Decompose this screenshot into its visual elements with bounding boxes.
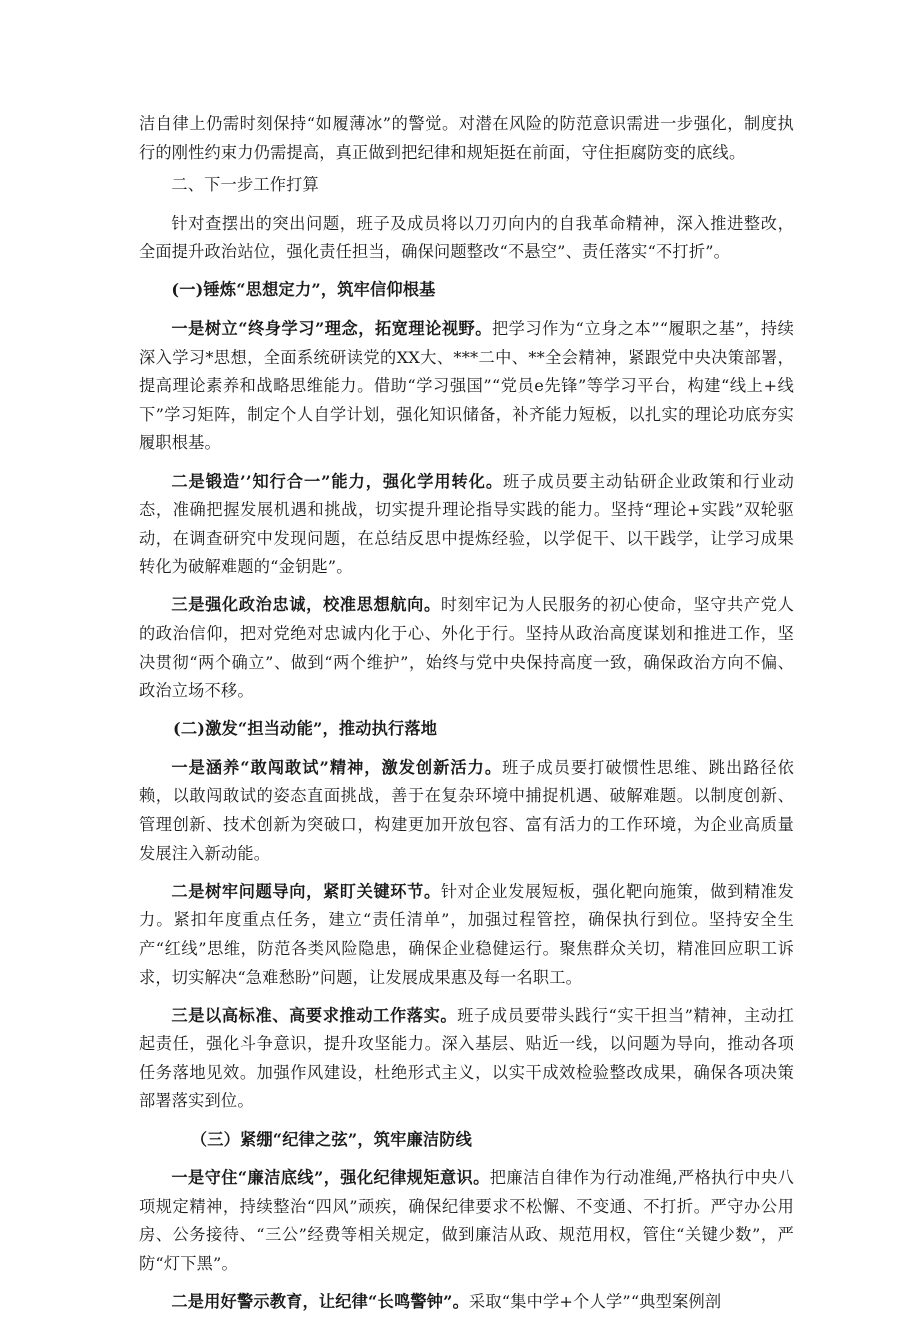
body-paragraph (139, 591, 794, 705)
document-page (139, 110, 794, 1326)
paragraph-body: 针对企业发展短板，强化靶向施策，做到精准发力。紧扣年度重点任务，建立“责任清单”，加强过程管控，确保执行到位。坚持安全生产“红线”思维，防范各类风险隐患，确保企业稳健运行。聚焦群众关切，精准回应职工诉求，切实解决“急难愁盼”问题，让发展成果惠及每一名职工。 (139, 881, 795, 987)
paragraph-body: 班子成员要带头践行“实干担当”精神，主动扛起责任，强化斗争意识，提升攻坚能力。深入基层、贴近一线，以问题为导向，推动各项任务落地见效。加强作风建设，杜绝形式主义，以实干成效检验整改成果，确保各项决策部署落实到位。 (139, 1005, 795, 1111)
subsection-title: (一)锤炼“思想定力”，筑牢信仰根基 (171, 280, 436, 300)
body-paragraph (139, 1288, 794, 1317)
body-paragraph (139, 1164, 794, 1278)
body-paragraph (139, 1002, 794, 1116)
paragraph-body: 把学习作为“立身之本”“履职之基”，持续深入学习*思想，全面系统研读党的XX大、***二中、**全会精神，紧跟党中央决策部署，提高理论素养和战略思维能力。借助“学习强国”“党员e先锋”等学习平台，构建“线上+线下”学习矩阵，制定个人自学计划，强化知识储备，补齐能力短板，以扎实的理论功底夯实履职根基。 (139, 319, 794, 453)
paragraph-body: 采取“集中学+个人学”“典型案例剖 (469, 1291, 722, 1311)
body-paragraph (139, 754, 794, 868)
paragraph-body: 把廉洁自律作为行动准绳,严格执行中央八项规定精神，持续整治“四风”顽疾，确保纪律要求不松懈、不变通、不打折。严守办公用房、公务接待、“三公”经费等相关规定，做到廉洁从政、规范用权，管住“关键少数”，严防“灯下黑”。 (139, 1168, 794, 1273)
paragraph-lead: 三是以高标准、高要求推动工作落实。 (171, 1005, 458, 1025)
paragraph-lead: 一是涵养“敢闯敢试”精神，激发创新活力。 (171, 757, 503, 777)
paragraph-body: 班子成员要主动钻研企业政策和行业动态，准确把握发展机遇和挑战，切实提升理论指导实践的能力。坚持“理论+实践”双轮驱动，在调查研究中发现问题，在总结反思中提炼经验，以学促干、以干践学，让学习成果转化为破解难题的“金钥匙”。 (139, 471, 794, 577)
intro-paragraph: 洁自律上仍需时刻保持“如履薄冰”的警觉。对潜在风险的防范意识需进一步强化，制度执行的刚性约束力仍需提高，真正做到把纪律和规矩挺在前面，守住拒腐防变的底线。 (139, 114, 794, 162)
section-two-intro: 针对查摆出的突出问题，班子及成员将以刀刃向内的自我革命精神，深入推进整改，全面提升政治站位，强化责任担当，确保问题整改“不悬空”、责任落实“不打折”。 (139, 213, 794, 262)
paragraph-body: 时刻牢记为人民服务的初心使命，坚守共产党人的政治信仰，把对党绝对忠诚内化于心、外化于行。坚持从政治高度谋划和推进工作，坚决贯彻“两个确立”、做到“两个维护”，始终与党中央保持高度一致，确保政治方向不偏、政治立场不移。 (139, 595, 795, 701)
body-paragraph (139, 315, 794, 458)
paragraph-lead: 一是树立“终身学习”理念，拓宽理论视野。 (171, 319, 492, 339)
paragraph-lead: 三是强化政治忠诚，校准思想航向。 (171, 595, 441, 615)
paragraph-lead: 二是用好警示教育，让纪律“长鸣警钟”。 (171, 1291, 469, 1311)
body-paragraph (139, 878, 794, 992)
section-two-title: 二、下一步工作打算 (171, 175, 319, 195)
subsection-title: （三）紧绷“纪律之弦”，筑牢廉洁防线 (190, 1129, 473, 1149)
paragraph-body: 班子成员要打破惯性思维、跳出路径依赖，以敢闯敢试的姿态直面挑战，善于在复杂环境中捕捉机遇、破解难题。以制度创新、管理创新、技术创新为突破口，构建更加开放包容、富有活力的工作环境，为企业高质量发展注入新动能。 (139, 757, 794, 863)
paragraph-lead: 二是锻造’’知行合一”能力，强化学用转化。 (171, 471, 504, 491)
body-paragraph (139, 468, 794, 582)
subsection-title: (二)激发“担当动能”，推动执行落地 (173, 719, 438, 739)
paragraph-lead: 二是树牢问题导向，紧盯关键环节。 (171, 881, 441, 901)
paragraph-lead: 一是守住“廉洁底线”，强化纪律规矩意识。 (171, 1168, 490, 1188)
